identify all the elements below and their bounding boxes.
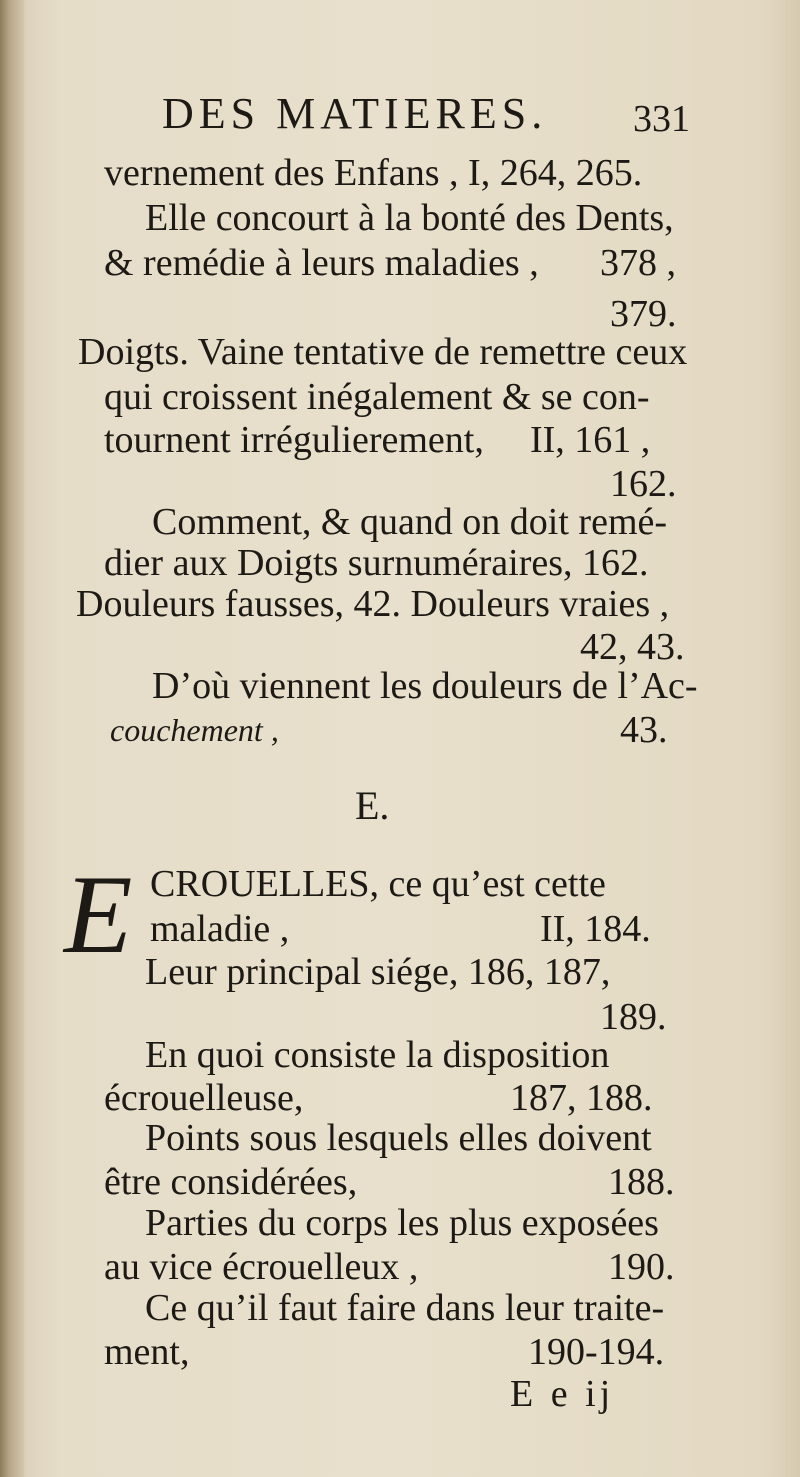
index-line: Elle concourt à la bonté des Dents, — [145, 197, 674, 239]
index-line: couchement , — [110, 712, 279, 748]
index-line: dier aux Doigts surnuméraires, 162. — [104, 542, 649, 584]
index-page-ref: 43. — [620, 709, 668, 751]
page-number: 331 — [633, 98, 690, 140]
index-line: D’où viennent les douleurs de l’Ac- — [152, 665, 698, 707]
index-line: écrouelleuse, — [104, 1077, 304, 1119]
index-line: tournent irrégulierement, — [104, 419, 484, 461]
book-spine-shadow — [0, 0, 24, 1477]
index-line: Parties du corps les plus exposées — [145, 1202, 659, 1244]
index-line: maladie , — [150, 908, 290, 950]
index-page-ref: 379. — [610, 293, 677, 335]
index-line: Comment, & quand on doit remé- — [152, 501, 668, 543]
page-header-title: DES MATIERES. — [162, 89, 548, 138]
index-line: au vice écrouelleux , — [104, 1246, 419, 1288]
index-page-ref: 188. — [608, 1161, 675, 1203]
index-page-ref: 378 , — [600, 242, 676, 284]
index-page-ref: 190-194. — [528, 1331, 665, 1373]
index-page-ref: 42, 43. — [580, 626, 685, 668]
index-line: qui croissent inégalement & se con- — [104, 376, 650, 418]
index-page-ref: 189. — [600, 996, 667, 1038]
signature-mark: E e ij — [510, 1373, 615, 1415]
index-page-ref: II, 184. — [540, 908, 651, 950]
index-page-ref: II, 161 , — [530, 419, 651, 461]
index-entry-doigts: Doigts. Vaine tentative de remettre ceux — [78, 331, 688, 373]
index-line: ment, — [104, 1331, 190, 1373]
index-line: être considérées, — [104, 1161, 358, 1203]
index-page-ref: 190. — [608, 1246, 675, 1288]
section-letter: E. — [355, 783, 390, 828]
index-line: Points sous lesquels elles doivent — [145, 1117, 652, 1159]
index-entry-douleurs: Douleurs fausses, 42. Douleurs vraies , — [76, 583, 670, 625]
index-page-ref: 162. — [610, 463, 677, 505]
index-entry-ecrouelles: CROUELLES, ce qu’est cette — [150, 863, 606, 905]
index-line: & remédie à leurs maladies , — [104, 242, 539, 284]
index-line: Ce qu’il faut faire dans leur traite- — [145, 1287, 665, 1329]
index-page-ref: 187, 188. — [510, 1077, 653, 1119]
index-line: Leur principal siége, 186, 187, — [145, 951, 611, 993]
index-line: En quoi consiste la disposition — [145, 1034, 610, 1076]
index-line: vernement des Enfans , I, 264, 265. — [104, 152, 643, 194]
drop-cap: E — [64, 853, 133, 977]
